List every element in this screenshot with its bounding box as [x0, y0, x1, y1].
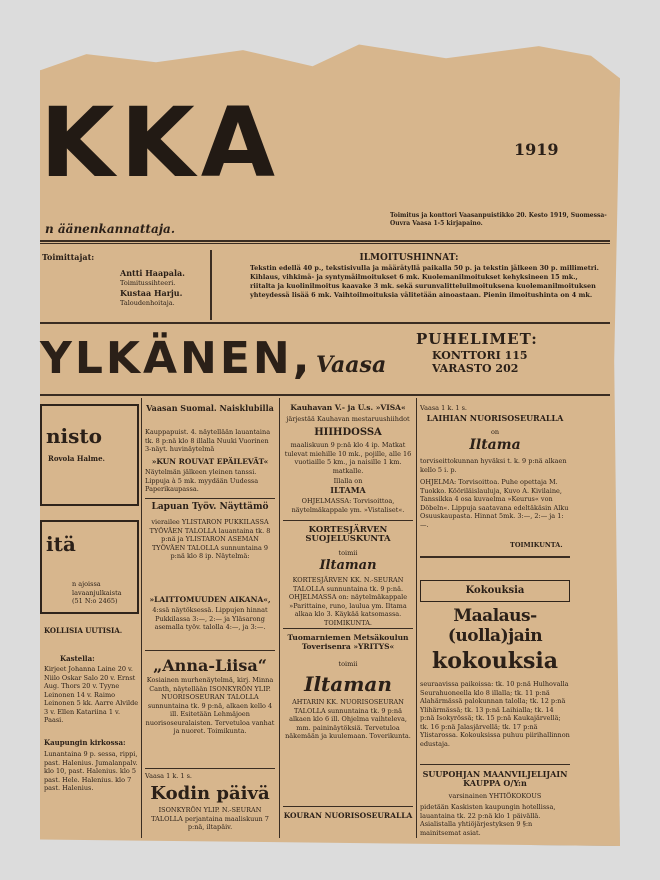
column-divider-3 — [416, 398, 417, 838]
col2-rule-3 — [145, 768, 275, 769]
col4-vaasa-label: Vaasa 1 k. 1 s. — [420, 404, 468, 412]
laihia-sub: on — [490, 428, 500, 436]
yritys-sub: toimii — [338, 660, 358, 668]
kodin-paiva-text: ISONKYRÖN YLIP. N.-SEURAN TALOLLA perjantaina maaliskuun 7 p:nä, iltapäiv. — [151, 806, 269, 831]
anna-liisa-head: „Anna-Liisa“ — [153, 656, 267, 675]
left-box-1 — [40, 404, 139, 506]
col3-rule-2 — [283, 628, 413, 629]
hiihto-text: maaliskuun 9 p:nä klo 4 ip. Matkat tulevat miehille 10 mk., pojille, alle 16 vuotiaille 5 km., ja naisille 1 km. matkalle. — [284, 441, 412, 475]
maalaus-head: Maalaus-(uolla)jain — [447, 606, 543, 646]
phone-office: KONTTORI 115 — [432, 349, 528, 362]
iltama-head: ILTAMA — [330, 485, 366, 495]
ads-title: ILMOITUSHINNAT: — [359, 253, 459, 263]
iltama-text: OHJELMASSA: Torvisoittoa, näytelmäkappale ym. »Vistaliset«. — [291, 497, 405, 514]
kortes-text: KORTESJÄRVEN KK. N.-SEURAN TALOLLA sunnuntaina tk. 9 p:nä. OHJELMASSA on: näytelmäkappale »Parittaine, runo, laulua ym. Iltama alkaa klo 3. Käykää katsomassa. TOIMIKUNTA. — [288, 576, 408, 627]
firm-city: Vaasa — [316, 352, 387, 378]
col2-rule-2 — [145, 650, 275, 651]
col4-rule-1 — [420, 556, 570, 558]
firm-name: YLKÄNEN, — [40, 333, 313, 384]
laihia-head: LAIHIAN NUORISOSEURALLA — [426, 413, 564, 423]
masthead-rule-thin — [40, 243, 610, 244]
laihia-iltama: Iltama — [469, 437, 521, 453]
column-divider-2 — [279, 398, 280, 838]
suupohja-sub: varsinainen YHTIÖKOKOUS — [448, 792, 542, 800]
yritys-head: Tuomarniemen Metsäkoulun Toverisenra »YRITYS« — [287, 633, 409, 651]
suupohja-text: pidetään Kaskisten kaupungin hotellissa, lauantaina tk. 22 p:nä klo 1 päivällä. Asialistalla yhtiöjärjestyksen 9 §:n mainitsemat asiat. — [420, 803, 556, 837]
anna-liisa-text: Kosiainen murhenäytelmä, kirj. Minna Canth, näytellään ISONKYRÖN YLIP. NUORISOSEURAN TALOLLA sunnuntaina tk. 9 p:nä, alkaen kello 4 ill. Esitetään Lehmäjoen nuorisoseuralaisten. Tervetuloa vanhat ja nuoret. Toimikunta. — [145, 676, 275, 735]
left-box-2-head: itä — [46, 532, 76, 556]
church-subhead: Kaupungin kirkossa: — [44, 738, 126, 747]
local-news-text-1: Kirjeet Johanna Laine 20 v. Niilo Oskar Salo 20 v. Ernst Aug. Thors 20 v. Tyyne Leinonen 14 v. Raimo Leinonen 5 kk. Aarre Alvilde 3 v. Ellen Katariina 1 v. Paasi. — [44, 665, 139, 724]
phones-list — [432, 349, 528, 375]
club-play-text: Näytelmän jälkeen yleinen tanssi. Lippuja à 5 mk. myydään Uudessa Paperikaupassa. — [145, 468, 259, 493]
col2-vaasa-label: Vaasa 1 k. 1 s. — [145, 772, 193, 780]
left-box-1-sub: Rovola Halme. — [48, 454, 105, 463]
laihia-text: torviseittokunnan hyväksi t. k. 9 p:nä alkaen kello 5 i. p. — [420, 457, 567, 474]
hiihto-head: HIIHDOSSA — [314, 427, 382, 438]
left-box-2 — [40, 520, 139, 614]
lapua-text: vierailee YLISTARON PUKKILASSA TYÖVÄEN TALOLLA lauantaina tk. 8 p:nä ja YLISTARON ASEMAN TYÖVÄEN TALOLLA sunnuntaina 9 p:nä klo 8 ip. Näytelmä: — [149, 518, 271, 560]
masthead-year: 1919 — [514, 140, 559, 159]
kouran-head: KOURAN NUORISOSEURALLA — [283, 811, 413, 820]
laihia-sign: TOIMIKUNTA. — [510, 541, 563, 549]
kodin-paiva-head: Kodin päivä — [150, 783, 270, 804]
club-play-title: »KUN ROUVAT EPÄILEVÄT« — [151, 457, 269, 466]
phone-warehouse: VARASTO 202 — [432, 362, 519, 375]
masthead-subtitle: n äänenkannattaja. — [45, 222, 176, 236]
col2-rule-1 — [145, 498, 275, 499]
suupohja-head: SUUPOHJAN MAANVILJELIJAIN KAUPPA O/Y:n — [422, 769, 568, 788]
lapua-play: »LAITTOMUUDEN AIKANA«, — [149, 595, 271, 604]
left-box-2-text: n ajoissa lavaanjulkaista (51 N:o 2465) — [72, 580, 122, 605]
editor-name-1: Antti Haapala. — [120, 268, 185, 278]
kokous-head: Kokouksia — [465, 585, 525, 596]
visa-text: järjestää Kauhavan mestaruushiihdot — [286, 415, 410, 423]
editors-label: Toimittajat: — [42, 252, 95, 262]
laihia-program: OHJELMA: Torvisoittoa. Puhe opettaja M. Tuokko. Kööriläislauluja, Kuvo A. Kivilaine, Tanssikka 4 osa kuvaelma »Keurus« von Döbeln«. Lippuja saatavana edeltäkäsin Alku Osuuskaupasta. Hinnat 5mk. 3:—, 2:— ja 1:—. — [420, 478, 569, 529]
editor-name-2: Kustaa Harju. — [120, 288, 183, 298]
iltama-label: Illalla on — [333, 477, 363, 485]
kortes-iltama: Iltaman — [319, 558, 377, 573]
header-divider — [210, 250, 212, 320]
church-text: Lunantaina 9 p. sessa, rippi, past. Halenius. Jumalanpalv. klo 10, past. Halenius. klo 5 past. Hele. Halenius. klo 7 past. Halenius. — [44, 750, 138, 792]
lapua-text-2: 4:ssä näytöksessä. Lippujen hinnat Pukkilassa 3:—, 2:— ja Yläsarong asemalla työv. talolla 4:—, ja 3:—. — [152, 606, 268, 631]
kortes-head: KORTESJÄRVEN SUOJELUSKUNTA — [305, 525, 391, 544]
editor-title-1: Toimitussihteeri. — [120, 279, 176, 287]
yritys-iltama: Iltaman — [304, 672, 392, 696]
local-news-subhead: Kastella: — [60, 654, 95, 663]
kokouksia-head: kokouksia — [431, 648, 559, 674]
visa-head: Kauhavan V.- ja U.s. »VISA« — [290, 403, 406, 412]
ad-bottom-rule — [40, 394, 610, 396]
lapua-head: Lapuan Työv. Näyttämö — [151, 502, 269, 512]
editors-list — [120, 268, 210, 308]
office-info: Toimitus ja konttori Vaasanpuistikko 20. Kesto 1919, Suomessa-Ouvra Vaasa 1-5 kirjapaino. — [390, 212, 607, 227]
yritys-text: AHTARIN KK. NUORISOSEURAN TALOLLA sunnuntaina tk. 9 p:nä alkaen klo 6 ill. Ohjelma vaihteleva, mm. paininäytöksiä. Tervetuloa näkemään ja kuulemaan. Toverikunta. — [285, 698, 411, 740]
club-text: Kauppapuist. 4. näytellään lauantaina tk. 8 p:nä klo 8 illalla Nuuki Vuorinen 3-näyt. huvinäytelmä — [145, 428, 271, 453]
column-divider-1 — [141, 398, 142, 838]
editor-title-2: Taloudenhoitaja. — [120, 299, 175, 307]
ads-text: Tekstin edellä 40 p., tekstisivulla ja määrätyllä paikalla 50 p. ja tekstin jälkeen 30 p. millimetri. Kihlaus, vihkimä- ja syntymäilmoitukset 6 mk. Kuolemanilmoitukset kehyksineen 15 mk., riitalta ja kuolinilmoitus kaavake 3 mk. sekä surunvalitteluilmoituksena kuolemanilmoituksen yhteydessä lisää 6 mk. Vaihtoilmoituksia välitetään ainoastaan. Pienin ilmoitushinta on 4 mk. — [250, 264, 599, 299]
masthead-rule — [40, 240, 610, 242]
kortes-sub: toimii — [338, 549, 358, 557]
masthead-title: KKA — [40, 87, 282, 199]
col4-rule-2 — [420, 764, 570, 765]
header-bottom-rule — [40, 322, 610, 324]
club-head: Vaasan Suomal. Naisklubilla — [146, 403, 274, 413]
kokouksia-text: seuraavissa paikoissa: tk. 10 p:nä Hulhovalla Seurahuoneella klo 8 illalla; tk. 11 p:nä Alahärmässä palokunnan talolla; tk. 12 p:nä Ylihärmässä; tk. 13 p:nä Laihialla; tk. 14 p:nä Isokyrössä; tk. 15 p:nä Kaukajärvellä; tk. 16 p:nä Jalasjärvellä; tk. 17 p:nä Ylistarossa. Kokouksissa puhuu piirihallinnon edustaja. — [420, 680, 570, 748]
local-news-head: KOLLISIA UUTISIA. — [44, 626, 123, 635]
phones-title: PUHELIMET: — [416, 330, 538, 348]
left-box-1-head: nisto — [46, 424, 102, 448]
col3-rule-3 — [283, 806, 413, 807]
kokous-banner — [420, 580, 570, 602]
col3-rule-1 — [283, 520, 413, 521]
